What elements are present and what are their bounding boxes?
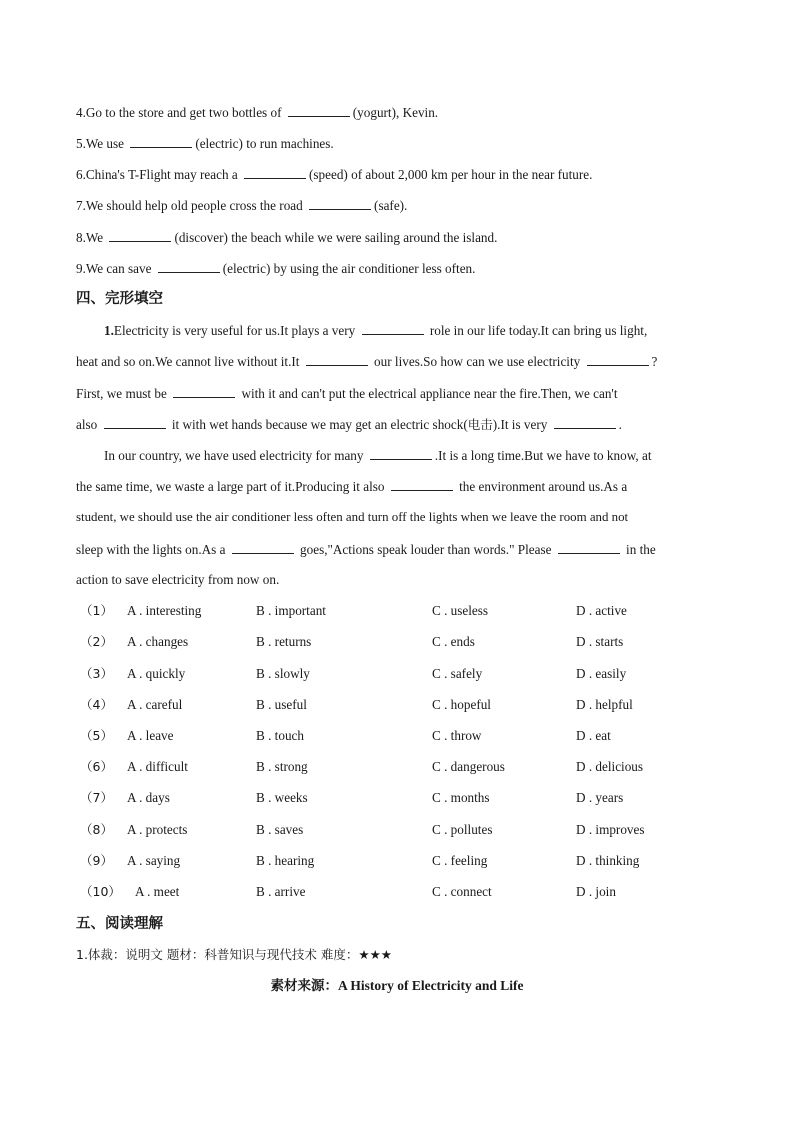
option-d[interactable]: D . helpful (576, 697, 633, 712)
option-row-3: （3） A . quickly B . slowly C . safely D . easily (80, 666, 627, 681)
option-d[interactable]: D . years (576, 790, 624, 805)
fill-blank-item-5: 5.We use (electric) to run machines. (76, 136, 334, 151)
option-b[interactable]: B . arrive (256, 884, 306, 899)
option-c[interactable]: C . useless (432, 603, 489, 618)
option-row-1: （1） A . interesting B . important C . useless D . active (80, 603, 627, 618)
cloze-blank-6[interactable] (554, 415, 616, 429)
option-row-6: （6） A . difficult B . strong C . dangerous D . delicious (80, 759, 644, 774)
option-b[interactable]: B . touch (256, 728, 304, 743)
option-b[interactable]: B . useful (256, 697, 307, 712)
cloze-blank-4[interactable] (173, 384, 235, 398)
option-d[interactable]: D . easily (576, 666, 627, 681)
cloze-blank-1[interactable] (362, 321, 424, 335)
option-d[interactable]: D . active (576, 603, 627, 618)
cloze-blank-8[interactable] (391, 477, 453, 491)
cloze-blank-3[interactable] (587, 352, 649, 366)
passage-line: heat and so on.We cannot live without it.It our lives.So how can we use electricity ? (76, 354, 658, 369)
passage-line: First, we must be with it and can't put the electrical appliance near the fire.Then, we can't (76, 386, 618, 401)
option-b[interactable]: B . returns (256, 634, 312, 649)
option-d[interactable]: D . thinking (576, 853, 640, 868)
answer-blank[interactable] (288, 103, 350, 117)
option-d[interactable]: D . delicious (576, 759, 644, 774)
cloze-blank-9[interactable] (232, 540, 294, 554)
option-row-4: （4） A . careful B . useful C . hopeful D . helpful (80, 697, 633, 712)
option-d[interactable]: D . join (576, 884, 616, 899)
section-heading-cloze: 四、完形填空 (76, 291, 163, 307)
option-a[interactable]: A . difficult (127, 759, 188, 774)
passage-line: 1.Electricity is very useful for us.It plays a very role in our life today.It can bring us light, (104, 323, 648, 338)
option-c[interactable]: C . feeling (432, 853, 488, 868)
passage-line: action to save electricity from now on. (76, 572, 280, 587)
cloze-blank-7[interactable] (370, 446, 432, 460)
cloze-blank-5[interactable] (104, 415, 166, 429)
option-d[interactable]: D . eat (576, 728, 611, 743)
option-c[interactable]: C . connect (432, 884, 492, 899)
option-row-10: （10） A . meet B . arrive C . connect D . join (80, 884, 616, 899)
option-d[interactable]: D . improves (576, 822, 645, 837)
option-a[interactable]: A . saying (127, 853, 181, 868)
option-c[interactable]: C . pollutes (432, 822, 493, 837)
passage-line: the same time, we waste a large part of it.Producing it also the environment around us.As a (76, 479, 628, 494)
option-a[interactable]: A . days (127, 790, 170, 805)
option-b[interactable]: B . important (256, 603, 326, 618)
option-c[interactable]: C . dangerous (432, 759, 505, 774)
option-c[interactable]: C . throw (432, 728, 482, 743)
answer-blank[interactable] (309, 196, 371, 210)
reading-meta: 1.体裁：说明文 题材：科普知识与现代技术 难度：★★★ (76, 947, 392, 962)
fill-blank-item-9: 9.We can save (electric) by using the air conditioner less often. (76, 261, 476, 276)
passage-line: student, we should use the air conditioner less often and turn off the lights when we leave the room and not (76, 510, 629, 524)
option-row-8: （8） A . protects B . saves C . pollutes D . improves (80, 822, 645, 837)
answer-blank[interactable] (158, 259, 220, 273)
option-a[interactable]: A . changes (127, 634, 189, 649)
option-b[interactable]: B . hearing (256, 853, 315, 868)
fill-blank-item-8: 8.We (discover) the beach while we were sailing around the island. (76, 230, 498, 245)
option-b[interactable]: B . strong (256, 759, 308, 774)
option-c[interactable]: C . ends (432, 634, 475, 649)
fill-blank-item-7: 7.We should help old people cross the road (safe). (76, 198, 408, 213)
option-a[interactable]: A . leave (127, 728, 174, 743)
reading-source: 素材来源：A History of Electricity and Life (270, 978, 524, 994)
option-a[interactable]: A . interesting (127, 603, 202, 618)
cloze-blank-2[interactable] (306, 352, 368, 366)
option-c[interactable]: C . safely (432, 666, 483, 681)
option-row-7: （7） A . days B . weeks C . months D . years (80, 790, 624, 805)
option-c[interactable]: C . months (432, 790, 490, 805)
option-row-9: （9） A . saying B . hearing C . feeling D . thinking (80, 853, 640, 868)
option-a[interactable]: A . quickly (127, 666, 186, 681)
passage-line: sleep with the lights on.As a goes,"Actions speak louder than words." Please in the (76, 542, 656, 557)
passage-line: In our country, we have used electricity for many .It is a long time.But we have to know, at (104, 448, 652, 463)
answer-blank[interactable] (109, 228, 171, 242)
option-b[interactable]: B . weeks (256, 790, 308, 805)
option-d[interactable]: D . starts (576, 634, 624, 649)
section-heading-reading: 五、阅读理解 (76, 916, 163, 932)
option-b[interactable]: B . slowly (256, 666, 310, 681)
answer-blank[interactable] (244, 165, 306, 179)
option-a[interactable]: A . meet (135, 884, 180, 899)
option-row-5: （5） A . leave B . touch C . throw D . eat (80, 728, 611, 743)
fill-blank-item-6: 6.China's T-Flight may reach a (speed) of about 2,000 km per hour in the near future. (76, 167, 593, 182)
passage-line: also it with wet hands because we may get an electric shock(电击).It is very . (76, 417, 622, 432)
answer-blank[interactable] (130, 134, 192, 148)
option-row-2: （2） A . changes B . returns C . ends D . starts (80, 634, 624, 649)
option-a[interactable]: A . protects (127, 822, 188, 837)
cloze-blank-10[interactable] (558, 540, 620, 554)
fill-blank-item-4: 4.Go to the store and get two bottles of (yogurt), Kevin. (76, 105, 439, 120)
option-b[interactable]: B . saves (256, 822, 304, 837)
option-a[interactable]: A . careful (127, 697, 183, 712)
option-c[interactable]: C . hopeful (432, 697, 491, 712)
